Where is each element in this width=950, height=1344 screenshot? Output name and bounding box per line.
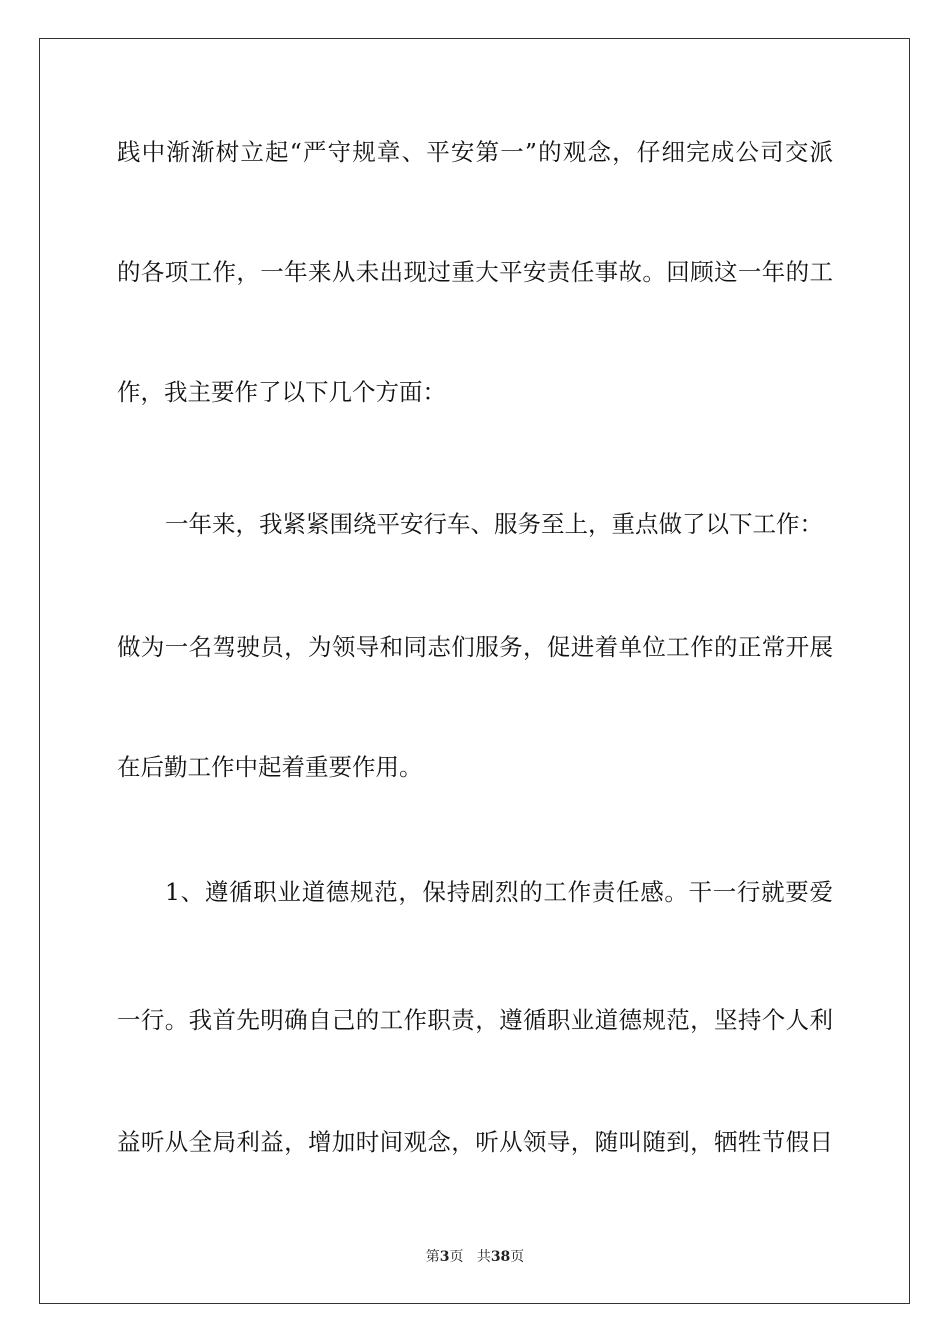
text-line-6: 在后勤工作中起着重要作用。 <box>117 753 423 781</box>
text-line-3: 作，我主要作了以下几个方面： <box>117 378 446 406</box>
total-prefix: 共 <box>476 1249 491 1265</box>
text-line-7: 1、遵循职业道德规范，保持剧烈的工作责任感。干一行就要爱 <box>165 878 833 906</box>
page-footer <box>0 1248 950 1266</box>
text-line-8: 一行。我首先明确自己的工作职责，遵循职业道德规范，坚持个人利 <box>117 1006 833 1034</box>
total-pages: 38 <box>490 1249 511 1265</box>
text-line-4: 一年来，我紧紧围绕平安行车、服务至上，重点做了以下工作： <box>165 510 823 538</box>
total-suffix: 页 <box>510 1249 525 1265</box>
text-line-9: 益听从全局利益，增加时间观念，听从领导，随叫随到，牺牲节假日 <box>117 1128 833 1156</box>
page-number: 3 <box>439 1249 450 1265</box>
text-line-2: 的各项工作，一年来从未出现过重大平安责任事故。回顾这一年的工 <box>117 258 833 286</box>
text-line-5: 做为一名驾驶员，为领导和同志们服务，促进着单位工作的正常开展 <box>117 633 833 661</box>
page-border <box>39 38 910 1304</box>
page-suffix: 页 <box>449 1249 464 1265</box>
page-prefix: 第 <box>425 1249 440 1265</box>
text-line-1: 践中渐渐树立起“严守规章、平安第一”的观念，仔细完成公司交派 <box>117 138 833 166</box>
